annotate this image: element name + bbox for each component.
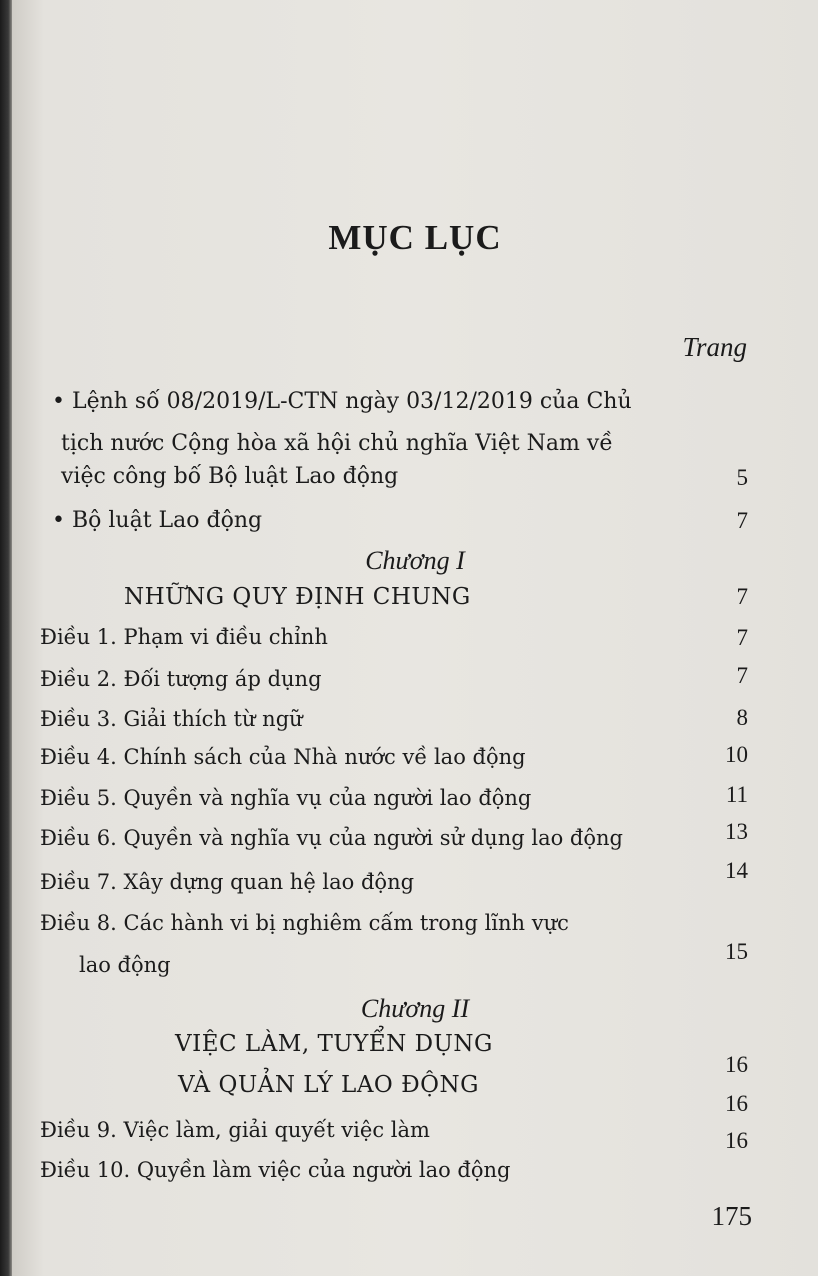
toc-entry-decree-line1[interactable]: • Lệnh số 08/2019/L-CTN ngày 03/12/2019 của Chủ — [52, 389, 632, 414]
chapter-2-heading-page: 16 — [725, 1052, 748, 1077]
chapter-1-heading[interactable]: NHỮNG QUY ĐỊNH CHUNG — [124, 584, 471, 610]
toc-article-2-page: 7 — [736, 663, 748, 688]
book-spine — [0, 0, 12, 1276]
toc-article-6-page: 13 — [725, 819, 748, 844]
toc-entry-decree-page: 5 — [736, 465, 748, 490]
toc-article-7[interactable]: Điều 7. Xây dựng quan hệ lao động — [40, 870, 415, 894]
toc-entry-decree-line3[interactable]: việc công bố Bộ luật Lao động — [61, 464, 399, 489]
toc-article-9[interactable]: Điều 9. Việc làm, giải quyết việc làm — [40, 1118, 430, 1142]
toc-entry-decree-line2[interactable]: tịch nước Cộng hòa xã hội chủ nghĩa Việt Nam về — [61, 431, 613, 456]
toc-article-9-page: 16 — [725, 1091, 748, 1116]
toc-article-6[interactable]: Điều 6. Quyền và nghĩa vụ của người sử dụng lao động — [40, 826, 623, 850]
toc-article-1[interactable]: Điều 1. Phạm vi điều chỉnh — [40, 625, 328, 649]
page-number: 175 — [711, 1201, 752, 1231]
toc-article-4-page: 10 — [725, 742, 748, 767]
toc-article-1-page: 7 — [736, 625, 748, 650]
toc-article-8-page: 15 — [725, 939, 748, 964]
toc-article-8-line1[interactable]: Điều 8. Các hành vi bị nghiêm cấm trong lĩnh vực — [40, 911, 569, 935]
book-page — [12, 0, 818, 1276]
toc-article-4[interactable]: Điều 4. Chính sách của Nhà nước về lao động — [40, 745, 526, 769]
page-column-label: Trang — [682, 332, 747, 362]
toc-article-2[interactable]: Điều 2. Đối tượng áp dụng — [40, 667, 322, 691]
chapter-1-label: Chương I — [365, 546, 465, 575]
chapter-2-label: Chương II — [360, 994, 470, 1023]
toc-entry-labor-code-page: 7 — [736, 508, 748, 533]
toc-article-10-page: 16 — [725, 1128, 748, 1153]
toc-entry-labor-code[interactable]: • Bộ luật Lao động — [52, 508, 263, 533]
toc-article-5[interactable]: Điều 5. Quyền và nghĩa vụ của người lao động — [40, 786, 532, 810]
chapter-1-heading-page: 7 — [736, 584, 748, 609]
toc-article-10[interactable]: Điều 10. Quyền làm việc của người lao động — [40, 1158, 511, 1182]
chapter-2-heading-line2[interactable]: VÀ QUẢN LÝ LAO ĐỘNG — [178, 1072, 480, 1098]
toc-article-3-page: 8 — [736, 705, 748, 730]
page-title: MỤC LỤC — [328, 218, 502, 257]
toc-article-3[interactable]: Điều 3. Giải thích từ ngữ — [40, 707, 303, 731]
toc-article-7-page: 14 — [725, 858, 748, 883]
toc-article-8-line2[interactable]: lao động — [79, 953, 171, 977]
toc-article-5-page: 11 — [725, 782, 748, 807]
chapter-2-heading-line1[interactable]: VIỆC LÀM, TUYỂN DỤNG — [175, 1031, 493, 1057]
